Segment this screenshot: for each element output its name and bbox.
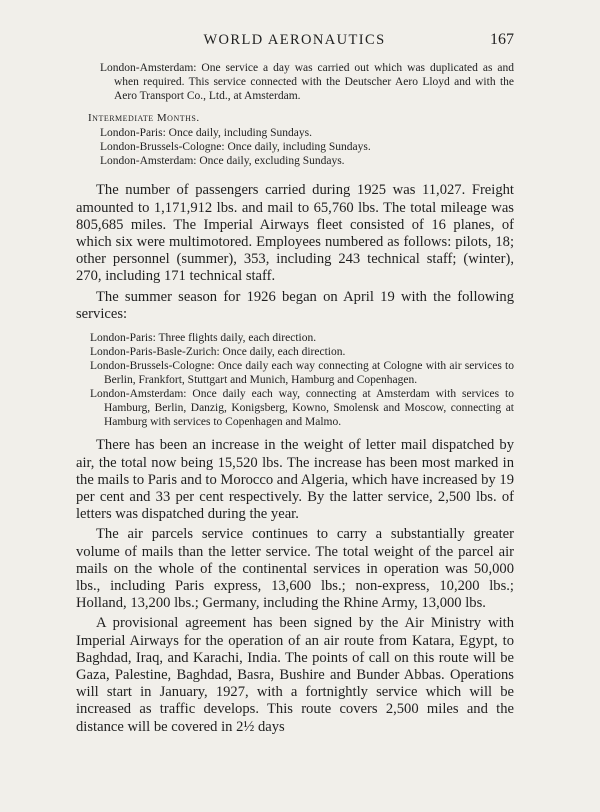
service-entry: London-Brussels-Cologne: Once daily each way connecting at Cologne with air services to Berlin, Frankfort, Stuttgart and Munich, Hamburg and Copenhagen. bbox=[90, 359, 514, 386]
paragraph: The air parcels service continues to carry a substantially greater volume of mails than the letter service. The total weight of the parcel air mails on the whole of the continental services in operation was 50,000 lbs., including Paris express, 13,600 lbs.; non-express, 10,200 lbs.; Holland, 13,200 lbs.; Germany, including the Rhine Army, 13,000 lbs. bbox=[76, 526, 514, 612]
running-title: WORLD AERONAUTICS bbox=[203, 32, 386, 48]
service-entry: London-Amsterdam: Once daily each way, connecting at Amsterdam with services to Hamburg, Berlin, Danzig, Konigsberg, Kowno, Smolensk and Moscow, connecting at Hamburg with services to Copenhagen and Malmo. bbox=[90, 387, 514, 428]
paragraph: The summer season for 1926 began on April 19 with the following services: bbox=[76, 288, 514, 322]
intermediate-list bbox=[76, 127, 514, 169]
service-entry: London-Amsterdam: Once daily, excluding Sundays. bbox=[100, 154, 345, 167]
section-heading: Intermediate Months. bbox=[88, 111, 200, 124]
service-entry: London-Brussels-Cologne: Once daily, including Sundays. bbox=[100, 140, 371, 153]
paragraph: The number of passengers carried during 1925 was 11,027. Freight amounted to 1,171,912 lbs. and mail to 65,760 lbs. The total mileage was 805,685 miles. The Imperial Airways fleet consisted of 16 planes, of which six were multimotored. Employees numbered as follows: pilots, 18; other personnel (summer), 353, including 243 technical staff; (winter), 270, including 171 technical staff. bbox=[76, 182, 514, 285]
page-body bbox=[76, 62, 514, 736]
paragraph: A provisional agreement has been signed by the Air Ministry with Imperial Airways for the operation of an air route from Katara, Egypt, to Baghdad, Iraq, and Karachi, India. The points of call on this route will be Gaza, Palestine, Baghdad, Basra, Bushire and Bunder Abbas. Operations will start in January, 1927, with a fortnightly service which will be increased as traffic develops. This route covers 2,500 miles and the distance will be covered in 2½ days bbox=[76, 615, 514, 735]
service-entry: London-Paris-Basle-Zurich: Once daily, each direction. bbox=[90, 345, 346, 358]
page-header bbox=[75, 30, 514, 50]
service-entry: London-Paris: Once daily, including Sundays. bbox=[100, 126, 312, 139]
service-entry: London-Paris: Three flights daily, each direction. bbox=[90, 332, 317, 345]
summer-services-list bbox=[76, 332, 514, 429]
paragraph: There has been an increase in the weight of letter mail dispatched by air, the total now being 15,520 lbs. The increase has been most marked in the mails to Paris and to Morocco and Algeria, which have increased by 19 per cent and 33 per cent respectively. By the latter service, 2,500 lbs. of letters was dispatched during the year. bbox=[76, 437, 514, 523]
page-number: 167 bbox=[490, 31, 514, 48]
service-list-top bbox=[76, 62, 514, 104]
service-entry: London-Amsterdam: One service a day was carried out which was duplicated as and when required. This service connected with the Deutscher Aero Lloyd and with the Aero Transport Co., Ltd., at Amsterdam. bbox=[100, 62, 514, 102]
